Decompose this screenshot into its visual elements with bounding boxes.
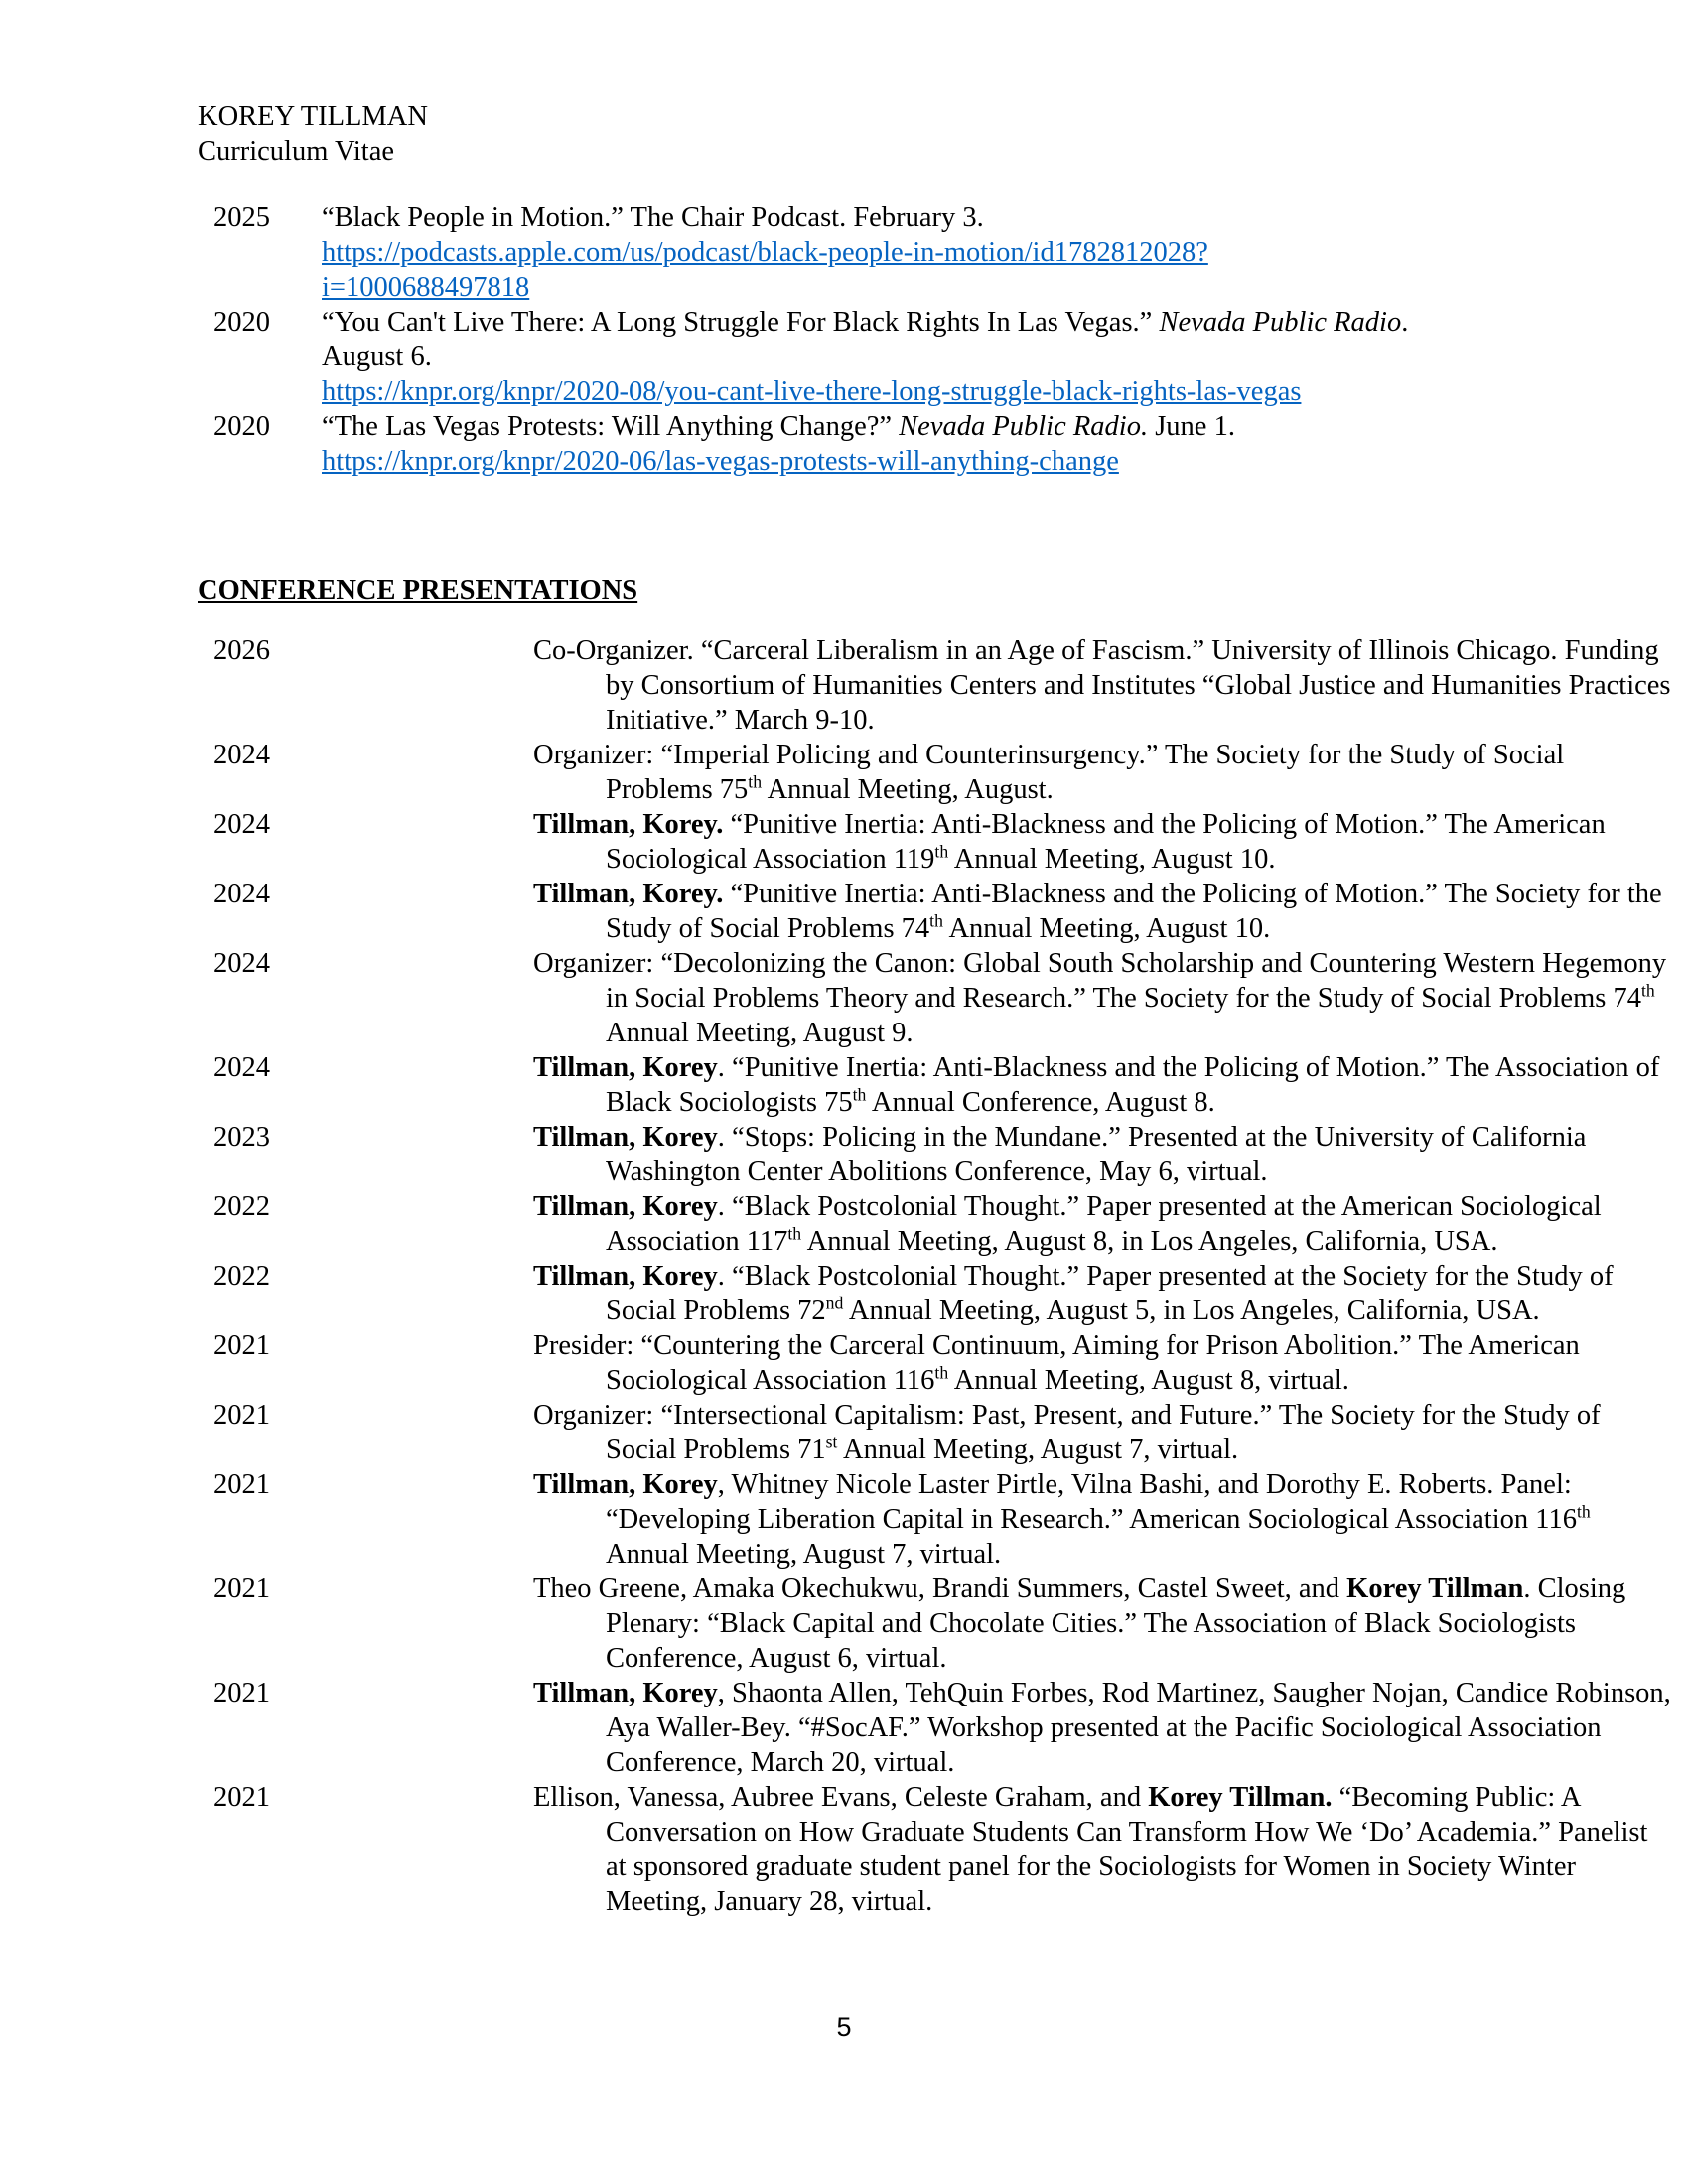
conference-entry (198, 1189, 1602, 1259)
ordinal-suffix: th (787, 1223, 802, 1244)
conference-entry (198, 633, 1671, 738)
entry-year: 2023 (213, 1122, 270, 1153)
ordinal-suffix: th (934, 841, 949, 862)
entry-text: Annual Meeting, August 5, in Los Angeles, California, USA. (843, 1296, 1540, 1326)
entry-text: Organizer: “Imperial Policing and Counterinsurgency.” The Society for the Study of Social Problems 75 (533, 740, 1565, 805)
entry-year: 2021 (213, 1330, 270, 1361)
ordinal-suffix: nd (825, 1293, 844, 1313)
entry-text: Annual Meeting, August 7, virtual. (606, 1539, 1002, 1570)
author-name-bold: Korey Tillman (1346, 1573, 1524, 1604)
entry-body (533, 877, 1673, 946)
ordinal-suffix: st (825, 1432, 838, 1452)
entry-text: Organizer: “Decolonizing the Canon: Global South Scholarship and Countering Western Hegemony in Social Problems Theory and Research.” The Society for the Study of Social Problems 74 (533, 948, 1667, 1014)
conference-entry (198, 1398, 1601, 1467)
media-entry (198, 201, 1548, 305)
entry-body (322, 409, 1414, 478)
author-name-bold: Tillman, Korey (533, 1052, 718, 1083)
entry-text: Co-Organizer. “Carceral Liberalism in an Age of Fascism.” University of Illinois Chicago. Funding by Consortium of Humanities Centers and Institutes “Global Justice and Humanities Practices Initiative.” March 9-10. (533, 635, 1671, 736)
author-name-bold: Tillman, Korey. (533, 879, 724, 909)
entry-text: Annual Meeting, August 8, in Los Angeles, California, USA. (801, 1226, 1498, 1257)
entry-url-link[interactable]: https://podcasts.apple.com/us/podcast/black-people-in-motion/id1782812028?i=1000688497818 (322, 237, 1208, 303)
entry-body (533, 738, 1673, 807)
entry-text: Theo Greene, Amaka Okechukwu, Brandi Summers, Castel Sweet, and (533, 1573, 1347, 1604)
conference-entry (198, 1050, 1660, 1120)
entry-body (533, 1467, 1673, 1571)
entry-year: 2021 (213, 1400, 270, 1431)
entry-text: Annual Meeting, August. (762, 774, 1054, 805)
entry-text: Annual Meeting, August 7, virtual. (837, 1434, 1239, 1465)
entry-text: Annual Conference, August 8. (866, 1087, 1215, 1118)
ordinal-suffix: th (852, 1084, 867, 1105)
author-name-bold: Korey Tillman. (1148, 1782, 1333, 1813)
entry-year: 2022 (213, 1261, 270, 1292)
entry-text: Annual Meeting, August 8, virtual. (948, 1365, 1349, 1396)
entry-year: 2020 (213, 307, 270, 338)
entry-url-link[interactable]: https://knpr.org/knpr/2020-08/you-cant-live-there-long-struggle-black-rights-las-vegas (322, 376, 1302, 407)
document-subtitle: Curriculum Vitae (198, 136, 395, 167)
conference-entry (198, 738, 1565, 807)
entry-citation (322, 305, 1414, 374)
entry-citation (322, 409, 1414, 444)
media-appearances-list (198, 201, 1548, 478)
entry-text: . “Punitive Inertia: Anti-Blackness and the Policing of Motion.” The Association of Black Sociologists 75 (606, 1052, 1660, 1118)
entry-body (533, 807, 1673, 877)
section-heading-conference-presentations: CONFERENCE PRESENTATIONS (198, 575, 638, 606)
entry-body (322, 201, 1414, 305)
ordinal-suffix: th (1576, 1501, 1591, 1522)
conference-entry (198, 1120, 1587, 1189)
entry-text: . “Black Postcolonial Thought.” Paper presented at the Society for the Study of Social Problems 72 (606, 1261, 1614, 1326)
entry-citation (322, 201, 1414, 235)
entry-text: Organizer: “Intersectional Capitalism: Past, Present, and Future.” The Society for the Study of Social Problems 71 (533, 1400, 1601, 1465)
page-number: 5 (836, 2012, 852, 2042)
entry-body (533, 1328, 1673, 1398)
entry-text: , Shaonta Allen, TehQuin Forbes, Rod Martinez, Saugher Nojan, Candice Robinson, Aya Waller-Bey. “#SocAF.” Workshop presented at the Pacific Sociological Association Conference, March 20, virtual. (606, 1678, 1671, 1778)
entry-body (533, 1571, 1673, 1676)
entry-text: Annual Meeting, August 9. (606, 1018, 914, 1048)
conference-presentations-list (198, 633, 1671, 1919)
ordinal-suffix: th (1640, 980, 1655, 1001)
conference-entry (198, 1467, 1591, 1571)
entry-text: “The Las Vegas Protests: Will Anything Change?” (322, 411, 900, 442)
entry-year: 2021 (213, 1469, 270, 1500)
author-name-bold: Tillman, Korey (533, 1122, 718, 1153)
entry-year: 2021 (213, 1573, 270, 1604)
entry-body (533, 1120, 1673, 1189)
entry-text: . August 6. (322, 307, 1409, 372)
entry-text: . “Stops: Policing in the Mundane.” Presented at the University of California Washington Center Abolitions Conference, May 6, virtual. (606, 1122, 1587, 1187)
entry-text: Annual Meeting, August 10. (948, 844, 1276, 875)
entry-year: 2025 (213, 203, 270, 233)
entry-text: June 1. (1148, 411, 1235, 442)
entry-text: Annual Meeting, August 10. (942, 913, 1271, 944)
entry-year: 2024 (213, 740, 270, 770)
entry-url-link[interactable]: https://knpr.org/knpr/2020-06/las-vegas-protests-will-anything-change (322, 446, 1119, 477)
entry-year: 2024 (213, 879, 270, 909)
conference-entry (198, 1259, 1614, 1328)
author-name-bold: Tillman, Korey (533, 1261, 718, 1292)
entry-year: 2026 (213, 635, 270, 666)
entry-text: . Closing Plenary: “Black Capital and Chocolate Cities.” The Association of Black Sociologists Conference, August 6, virtual. (606, 1573, 1626, 1674)
author-name-bold: Tillman, Korey (533, 1191, 718, 1222)
conference-entry (198, 807, 1606, 877)
author-name: KOREY TILLMAN (198, 101, 428, 132)
entry-body (533, 1676, 1673, 1780)
ordinal-suffix: th (934, 1362, 949, 1383)
conference-entry (198, 946, 1667, 1050)
author-name-bold: Tillman, Korey (533, 1678, 718, 1708)
entry-text: . “Black Postcolonial Thought.” Paper presented at the American Sociological Association 117 (606, 1191, 1602, 1257)
conference-entry (198, 1780, 1648, 1919)
entry-text: Presider: “Countering the Carceral Continuum, Aiming for Prison Abolition.” The American Sociological Association 116 (533, 1330, 1580, 1396)
document-header (198, 99, 428, 169)
entry-body (322, 305, 1414, 409)
entry-body (533, 1050, 1673, 1120)
entry-year: 2022 (213, 1191, 270, 1222)
entry-body (533, 1189, 1673, 1259)
entry-text: “Punitive Inertia: Anti-Blackness and the Policing of Motion.” The American Sociological Association 119 (606, 809, 1606, 875)
entry-body (533, 1259, 1673, 1328)
entry-text: “You Can't Live There: A Long Struggle For Black Rights In Las Vegas.” (322, 307, 1160, 338)
entry-body (533, 1780, 1673, 1919)
entry-year: 2024 (213, 809, 270, 840)
conference-entry (198, 877, 1662, 946)
conference-entry (198, 1571, 1626, 1676)
author-name-bold: Tillman, Korey. (533, 809, 724, 840)
entry-year: 2021 (213, 1782, 270, 1813)
entry-text: “Punitive Inertia: Anti-Blackness and the Policing of Motion.” The Society for the Study of Social Problems 74 (606, 879, 1662, 944)
italic-source: Nevada Public Radio (1159, 307, 1402, 338)
ordinal-suffix: th (748, 771, 763, 792)
entry-year: 2021 (213, 1678, 270, 1708)
entry-year: 2024 (213, 948, 270, 979)
entry-body (533, 946, 1673, 1050)
conference-entry (198, 1328, 1580, 1398)
entry-year: 2020 (213, 411, 270, 442)
entry-text: “Becoming Public: A Conversation on How Graduate Students Can Transform How We ‘Do’ Academia.” Panelist at sponsored graduate student panel for the Sociologists for Women in Society Winter Meeting, January 28, virtual. (606, 1782, 1648, 1917)
entry-text: Ellison, Vanessa, Aubree Evans, Celeste Graham, and (533, 1782, 1149, 1813)
entry-text: “Black People in Motion.” The Chair Podcast. February 3. (322, 203, 984, 233)
entry-year: 2024 (213, 1052, 270, 1083)
ordinal-suffix: th (929, 910, 943, 931)
entry-body (533, 633, 1673, 738)
author-name-bold: Tillman, Korey (533, 1469, 718, 1500)
media-entry (198, 305, 1548, 409)
entry-text: , Whitney Nicole Laster Pirtle, Vilna Bashi, and Dorothy E. Roberts. Panel: “Developing Liberation Capital in Research.” American Sociological Association 116 (606, 1469, 1577, 1535)
italic-source: Nevada Public Radio. (899, 411, 1149, 442)
media-entry (198, 409, 1548, 478)
conference-entry (198, 1676, 1671, 1780)
entry-body (533, 1398, 1673, 1467)
